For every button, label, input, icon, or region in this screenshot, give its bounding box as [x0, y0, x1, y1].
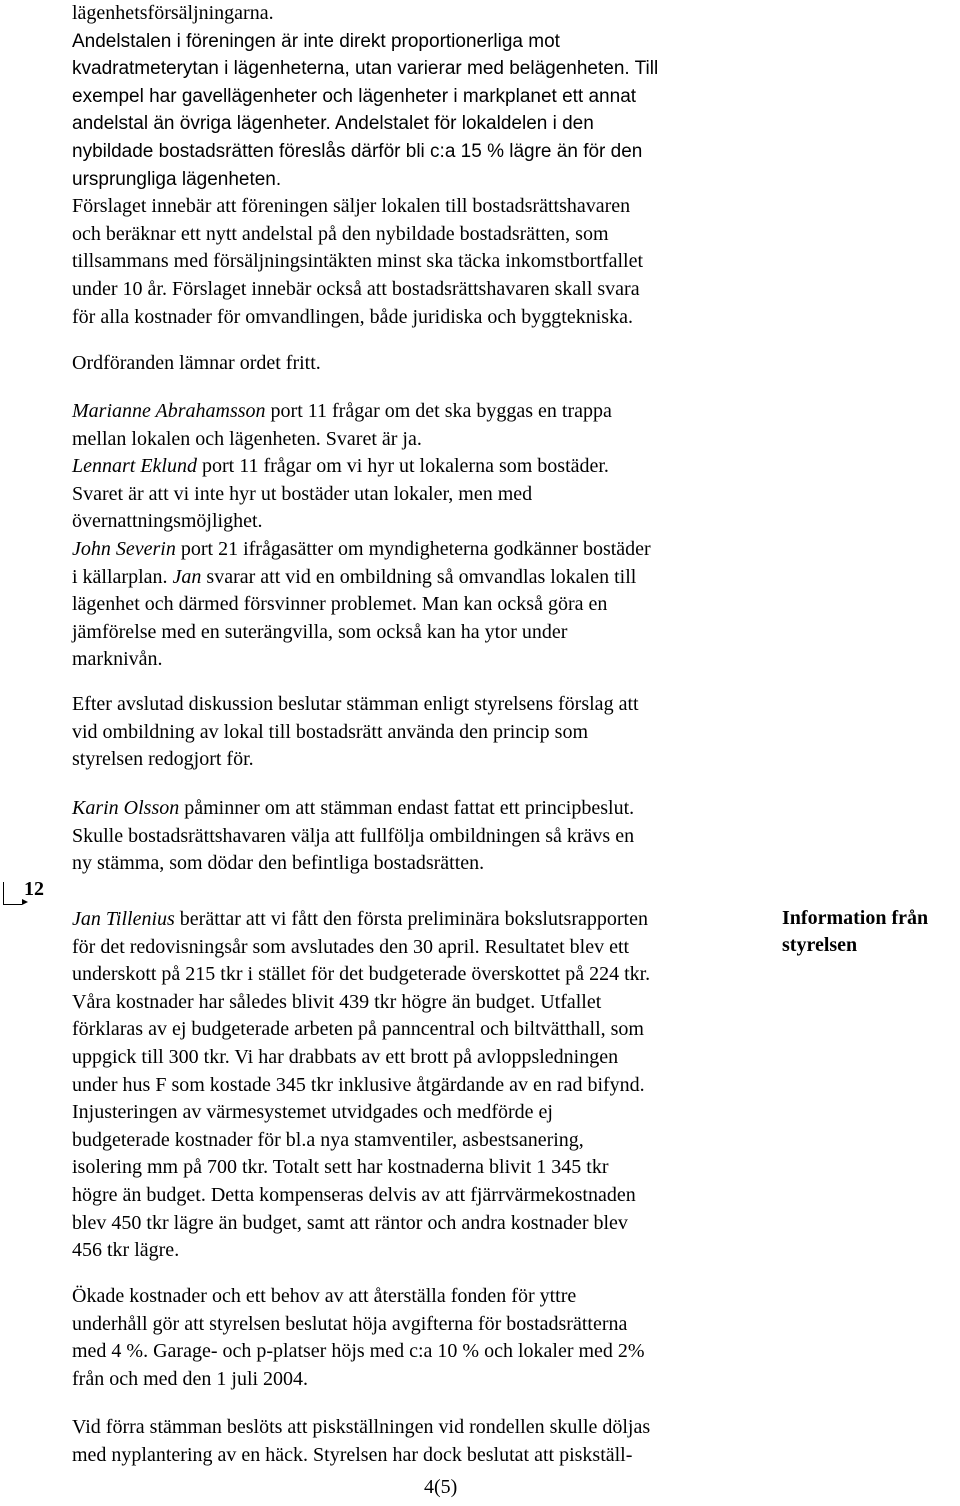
paragraph-reminder — [72, 795, 772, 878]
text-line: tillsammans med försäljningsintäkten minst ska täcka inkomstbortfallet — [72, 250, 644, 273]
text-line: i källarplan. Jan svarar att vid en ombildning så omvandlas lokalen till — [72, 565, 637, 588]
text-line: för alla kostnader för omvandlingen, både juridiska och byggtekniska. — [72, 305, 633, 328]
text-line: Efter avslutad diskussion beslutar stämman enligt styrelsens förslag att — [72, 693, 639, 715]
text-line: Karin Olsson påminner om att stämman endast fattat ett principbeslut. — [72, 797, 635, 819]
text-line: uppgick till 300 tkr. Vi har drabbats av ett brott på avloppsledningen — [72, 1045, 619, 1068]
text-line: underskott på 215 tkr i stället för det budgeterade överskottet på 224 tkr. — [72, 963, 651, 986]
text-line: nybildade bostadsrätten föreslås därför bli c:a 15 % lägre än för den — [72, 140, 643, 162]
speaker-name: Lennart Eklund — [72, 455, 197, 478]
text-line: Skulle bostadsrättshavaren välja att fullfölja ombildningen så krävs en — [72, 824, 635, 847]
text-line: och beräknar ett nytt andelstal på den nybildade bostadsrätten, som — [72, 222, 609, 245]
text-line: Svaret är att vi inte hyr ut bostäder utan lokaler, men med — [72, 482, 533, 505]
paragraph-piskstallning — [72, 1414, 772, 1469]
text-line: ny stämma, som dödar den befintliga bostadsrätten. — [72, 852, 485, 875]
text-line: Ordföranden lämnar ordet fritt. — [72, 352, 321, 374]
text-line: isolering mm på 700 tkr. Totalt sett har kostnaderna blivit 1 345 tkr — [72, 1156, 609, 1179]
text-line: Förslaget innebär att föreningen säljer lokalen till bostadsrättshavaren — [72, 195, 631, 218]
text-line: marknivån. — [72, 648, 163, 671]
paragraph-andelstal — [72, 0, 772, 331]
text-line: 456 tkr lägre. — [72, 1239, 180, 1262]
text-line: övernattningsmöjlighet. — [72, 510, 263, 533]
text-line: Lennart Eklund port 11 frågar om vi hyr ut lokalerna som bostäder. — [72, 455, 609, 478]
text-line: blev 450 tkr lägre än budget, samt att räntor och andra kostnader blev — [72, 1211, 628, 1234]
text-line: vid ombildning av lokal till bostadsrätt använda den princip som — [72, 720, 589, 743]
text-line: ursprungliga lägenheten. — [72, 168, 282, 190]
speaker-name: Marianne Abrahamsson — [72, 400, 266, 422]
text-line: mellan lokalen och lägenheten. Svaret är ja. — [72, 427, 422, 450]
text-line: högre än budget. Detta kompenseras delvis av att fjärrvärmekostnaden — [72, 1183, 636, 1206]
text-line: Vid förra stämman beslöts att piskställningen vid rondellen skulle döljas — [72, 1416, 651, 1438]
text-line: under hus F som kostade 345 tkr inklusive åtgärdande av en rad bifynd. — [72, 1073, 645, 1096]
text-line: Ökade kostnader och ett behov av att återställa fonden för yttre — [72, 1285, 577, 1307]
text-line: Marianne Abrahamsson port 11 frågar om det ska byggas en trappa — [72, 400, 612, 422]
text-line: John Severin port 21 ifrågasätter om myndigheterna godkänner bostäder — [72, 537, 651, 560]
paragraph-decision — [72, 691, 772, 774]
text-line: andelstal än övriga lägenheter. Andelstalet för lokaldelen i den — [72, 113, 594, 135]
paragraph-fee-increase — [72, 1283, 772, 1393]
speaker-name: John Severin — [72, 537, 176, 560]
text-line: budgeterade kostnader för bl.a nya stamventiler, asbestsanering, — [72, 1128, 584, 1151]
text-line: under 10 år. Förslaget innebär också att bostadsrättshavaren skall svara — [72, 277, 640, 300]
item-number: 12 — [24, 878, 44, 900]
text-line: med nyplantering av en häck. Styrelsen har dock beslutat att piskställ- — [72, 1443, 633, 1466]
speaker-name: Jan Tillenius — [72, 908, 175, 930]
item-arrow-icon — [3, 882, 22, 905]
speaker-name: Karin Olsson — [72, 797, 180, 819]
agenda-item-number — [0, 878, 60, 908]
text-line: exempel har gavellägenheter och lägenheter i markplanet ett annat — [72, 85, 637, 107]
side-heading-line: Information från — [782, 907, 929, 929]
paragraph-questions — [72, 398, 772, 674]
text-line: från och med den 1 juli 2004. — [72, 1367, 309, 1390]
speaker-name: Jan — [172, 565, 202, 588]
page-number: 4(5) — [424, 1476, 458, 1498]
text-line: Våra kostnader har således blivit 439 tkr högre än budget. Utfallet — [72, 990, 602, 1013]
text-line: jämförelse med en suterängvilla, som också kan ha ytor under — [72, 620, 568, 643]
text-line: kvadratmeterytan i lägenheterna, utan varierar med belägenheten. Till — [72, 58, 659, 80]
text-line: Jan Tillenius berättar att vi fått den första preliminära bokslutsrapporten — [72, 908, 648, 930]
text-line: för det redovisningsår som avslutades den 30 april. Resultatet blev ett — [72, 935, 630, 958]
text-line: underhåll gör att styrelsen beslutat höja avgifterna för bostadsrätterna — [72, 1312, 628, 1335]
side-heading-line: styrelsen — [782, 934, 858, 956]
text-line: Injusteringen av värmesystemet utvidgades och medförde ej — [72, 1101, 553, 1124]
text-line: lägenhet och därmed försvinner problemet. Man kan också göra en — [72, 593, 608, 616]
text-line: styrelsen redogjort för. — [72, 748, 254, 771]
paragraph-ordforanden — [72, 350, 772, 378]
side-heading — [782, 905, 928, 959]
text-line: lägenhetsförsäljningarna. — [72, 2, 274, 24]
paragraph-financial-report — [72, 906, 772, 1265]
text-line: Andelstalen i föreningen är inte direkt proportionerliga mot — [72, 30, 560, 52]
text-line: med 4 %. Garage- och p-platser höjs med c:a 10 % och lokaler med 2% — [72, 1340, 645, 1363]
text-line: förklaras av ej budgeterade arbeten på panncentral och biltvätthall, som — [72, 1018, 644, 1041]
